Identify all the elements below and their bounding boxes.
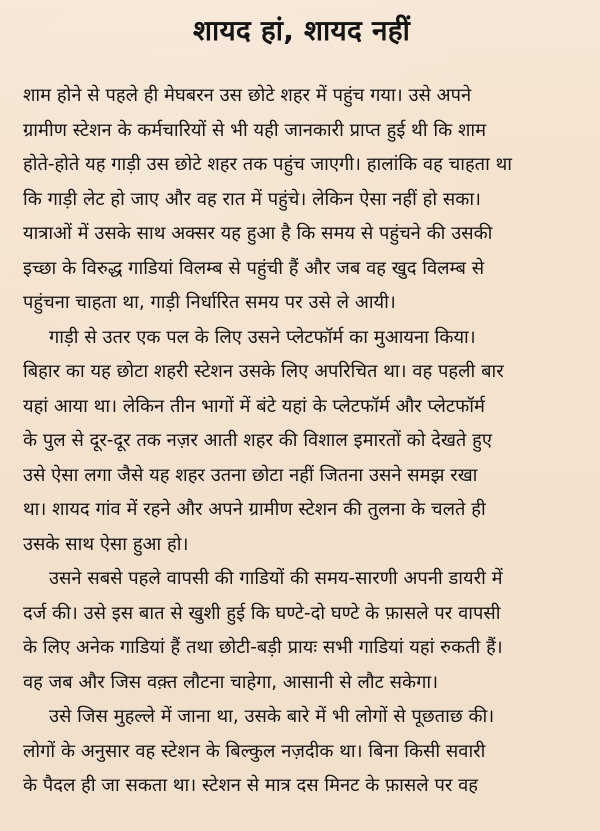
paragraph-1-line-7: पहुंचना चाहता था, गाड़ी निर्धारित समय पर उसे ले आयी। [23,292,396,313]
paragraph-2-line-5: उसे ऐसा लगा जैसे यह शहर उतना छोटा नहीं जितना उसने समझ रखा [23,464,478,486]
paragraph-3-line-4: वह जब और जिस वक़्त लौटना चाहेगा, आसानी से लौट सकेगा। [23,671,439,693]
paragraph-3-line-3: के लिए अनेक गाडियां हैं तथा छोटी-बड़ी प्रायः सभी गाडियां यहां रुकती हैं। [23,637,503,658]
paragraph-2-line-4: के पुल से दूर-दूर तक नज़र आती शहर की विशाल इमारतों को देखते हुए [23,430,492,451]
paragraph-2-line-7: उसके साथ ऐसा हुआ हो। [23,533,189,555]
paragraph-2-line-1: गाड़ी से उतर एक पल के लिए उसने प्लेटफॉर्म का मुआयना किया। [49,326,476,348]
paragraph-1-line-3: होते-होते यह गाड़ी उस छोटे शहर तक पहुंच जाएगी। हालांकि वह चाहता था [23,154,513,175]
paragraph-4 [23,700,580,804]
paragraph-1-line-5: यात्राओं में उसके साथ अक्सर यह हुआ है कि समय से पहुंचने की उसकी [23,223,493,244]
page-title: शायद हां, शायद नहीं [192,14,411,47]
paragraph-1-line-2: ग्रामीण स्टेशन के कर्मचारियों से भी यही जानकारी प्राप्त हुई थी कि शाम [23,119,487,141]
paragraph-2-line-2: बिहार का यह छोटा शहरी स्टेशन उसके लिए अपरिचित था। वह पहली बार [23,361,504,382]
paragraph-2-line-6: था। शायद गांव में रहने और अपने ग्रामीण स्टेशन की तुलना के चलते ही [23,499,486,520]
paragraph-4-line-1: उसे जिस मुहल्ले में जाना था, उसके बारे में भी लोगों से पूछताछ की। [49,706,495,727]
paragraph-4-line-3: के पैदल ही जा सकता था। स्टेशन से मात्र दस मिनट के फ़ासले पर वह [23,775,478,796]
paragraph-2 [23,321,580,563]
paragraph-3-line-2: दर्ज की। उसे इस बात से खुशी हुई कि घण्टे-दो घण्टे के फ़ासले पर वापसी [23,602,501,624]
paragraph-4-line-2: लोगों के अनुसार वह स्टेशन के बिल्कुल नज़दीक था। बिना किसी सवारी [23,740,486,762]
paragraph-3-line-1: उसने सबसे पहले वापसी की गाडियों की समय-सारणी अपनी डायरी में [49,568,503,589]
paragraph-1-line-4: कि गाड़ी लेट हो जाए और वह रात में पहुंचे। लेकिन ऐसा नहीं हो सका। [23,188,481,210]
paragraph-1-line-6: इच्छा के विरुद्ध गाडियां विलम्ब से पहुंची हैं और जब वह खुद विलम्ब से [23,257,485,279]
paragraph-1 [23,79,580,321]
paragraph-2-line-3: यहां आया था। लेकिन तीन भागों में बंटे यहां के प्लेटफॉर्म और प्लेटफॉर्म [23,395,485,417]
paragraph-3 [23,562,580,700]
article-body [23,79,580,804]
paragraph-1-line-1: शाम होने से पहले ही मेघबरन उस छोटे शहर में पहुंच गया। उसे अपने [23,85,472,106]
